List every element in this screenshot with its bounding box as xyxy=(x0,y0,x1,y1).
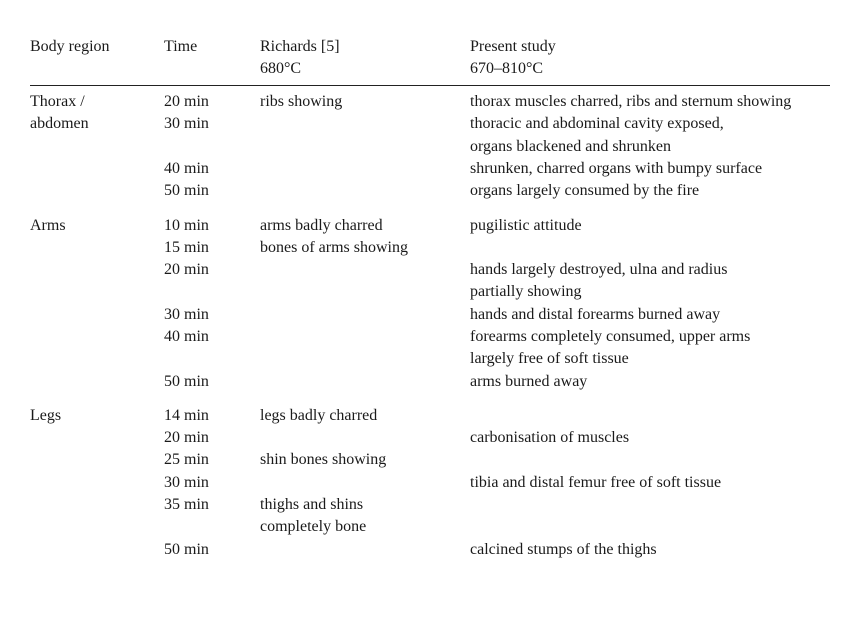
time-cell: 50 min xyxy=(164,372,209,390)
present-study-line: hands and distal forearms burned away xyxy=(470,305,721,323)
table-row xyxy=(0,326,860,371)
richards-line: arms badly charred xyxy=(260,216,383,234)
present-study-cell xyxy=(470,427,629,449)
present-study-line: hands largely destroyed, ulna and radius xyxy=(470,261,728,279)
richards-line: shin bones showing xyxy=(260,451,387,469)
richards-line: bones of arms showing xyxy=(260,238,408,256)
present-study-line: organs blackened and shrunken xyxy=(470,137,671,155)
table-group xyxy=(0,215,860,393)
table-row xyxy=(0,91,860,113)
present-study-line: partially showing xyxy=(470,283,582,301)
richards-line: legs badly charred xyxy=(260,406,378,424)
body-region-cell xyxy=(30,215,66,237)
table-row xyxy=(0,427,860,449)
header-body-region: Body region xyxy=(30,38,110,55)
table-row xyxy=(0,113,860,158)
table-row xyxy=(0,237,860,259)
body-region-cell xyxy=(30,91,89,136)
header-richards-temp: 680°C xyxy=(260,60,302,77)
time-cell: 20 min xyxy=(164,261,209,279)
table-row xyxy=(0,472,860,494)
header-richards-title: Richards [5] xyxy=(260,38,340,55)
time-cell: 50 min xyxy=(164,540,209,558)
header-present-title: Present study xyxy=(470,38,556,55)
richards-line: thighs and shins xyxy=(260,496,364,514)
time-cell: 40 min xyxy=(164,327,209,345)
header-present-study xyxy=(470,36,556,80)
table-row xyxy=(0,449,860,471)
richards-line: ribs showing xyxy=(260,93,343,110)
table-row xyxy=(0,539,860,561)
present-study-line: calcined stumps of the thighs xyxy=(470,540,657,558)
header-time: Time xyxy=(164,38,198,55)
table-row xyxy=(0,259,860,304)
time-cell: 30 min xyxy=(164,473,209,491)
time-cell: 35 min xyxy=(164,496,209,514)
present-study-cell xyxy=(470,113,724,158)
present-study-line: largely free of soft tissue xyxy=(470,350,629,368)
richards-cell xyxy=(260,449,386,471)
present-study-line: shrunken, charred organs with bumpy surface xyxy=(470,159,763,177)
present-study-cell xyxy=(470,180,699,202)
table-row xyxy=(0,215,860,237)
richards-cell xyxy=(260,494,366,539)
richards-cell xyxy=(260,91,342,113)
table-row xyxy=(0,405,860,427)
time-cell: 20 min xyxy=(164,93,209,110)
table-body xyxy=(0,91,860,573)
present-study-cell xyxy=(470,91,791,113)
table-row xyxy=(0,304,860,326)
table-row xyxy=(0,371,860,393)
table-row xyxy=(0,494,860,539)
present-study-cell xyxy=(470,215,582,237)
richards-cell xyxy=(260,215,383,237)
table-group xyxy=(0,405,860,561)
present-study-cell xyxy=(470,539,657,561)
table-row xyxy=(0,158,860,180)
table-group xyxy=(0,91,860,203)
present-study-line: carbonisation of muscles xyxy=(470,429,630,447)
header-rule xyxy=(30,85,830,86)
present-study-line: thorax muscles charred, ribs and sternum showing xyxy=(470,93,792,110)
body-region-line: Thorax / xyxy=(30,93,85,110)
time-cell: 50 min xyxy=(164,182,209,200)
body-region-cell xyxy=(30,405,61,427)
present-study-cell xyxy=(470,304,720,326)
time-cell: 14 min xyxy=(164,406,209,424)
time-cell: 40 min xyxy=(164,159,209,177)
present-study-line: organs largely consumed by the fire xyxy=(470,182,700,200)
time-cell: 30 min xyxy=(164,115,209,133)
present-study-cell xyxy=(470,259,727,304)
richards-cell xyxy=(260,237,408,259)
present-study-cell xyxy=(470,371,587,393)
time-cell: 30 min xyxy=(164,305,209,323)
time-cell: 15 min xyxy=(164,238,209,256)
body-region-line: Legs xyxy=(30,406,62,424)
time-cell: 10 min xyxy=(164,216,209,234)
body-region-line: Arms xyxy=(30,216,66,234)
header-richards xyxy=(260,36,340,80)
richards-cell xyxy=(260,405,377,427)
time-cell: 25 min xyxy=(164,451,209,469)
present-study-line: arms burned away xyxy=(470,372,588,390)
present-study-line: forearms completely consumed, upper arms xyxy=(470,327,751,345)
time-cell: 20 min xyxy=(164,429,209,447)
header-present-temp: 670–810°C xyxy=(470,60,544,77)
present-study-line: tibia and distal femur free of soft tissue xyxy=(470,473,722,491)
body-region-line: abdomen xyxy=(30,115,89,133)
present-study-cell xyxy=(470,326,750,371)
table-header xyxy=(0,36,860,80)
present-study-cell xyxy=(470,472,721,494)
richards-line: completely bone xyxy=(260,518,367,536)
present-study-cell xyxy=(470,158,762,180)
present-study-line: thoracic and abdominal cavity exposed, xyxy=(470,115,724,133)
table-row xyxy=(0,180,860,202)
present-study-line: pugilistic attitude xyxy=(470,216,582,234)
